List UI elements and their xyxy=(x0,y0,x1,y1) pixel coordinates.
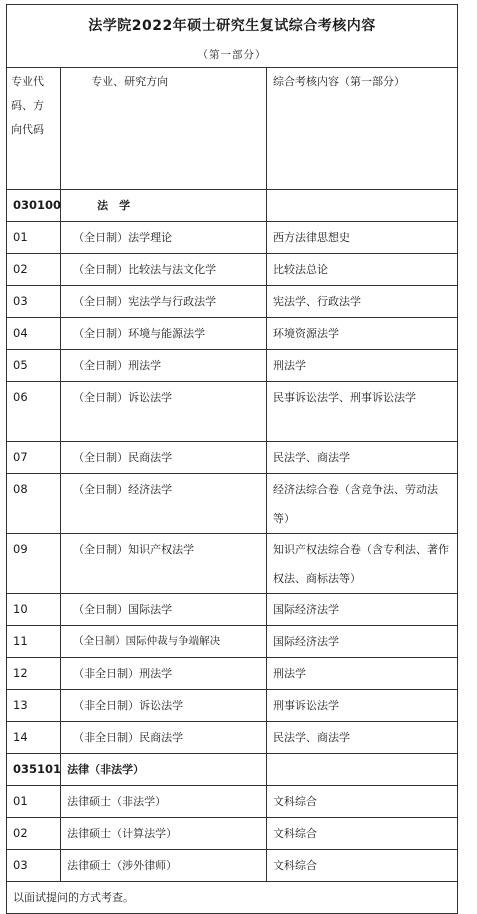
table-row xyxy=(7,818,458,850)
row-direction: （非全日制）诉讼法学 xyxy=(61,690,267,722)
row-exam: 国际经济法学 xyxy=(266,594,457,626)
section-exam-empty xyxy=(266,190,457,222)
row-direction: （全日制）民商法学 xyxy=(61,442,267,474)
document-title: 法学院2022年硕士研究生复试综合考核内容 xyxy=(88,18,376,34)
row-code: 03 xyxy=(7,286,61,318)
table-row xyxy=(7,722,458,754)
section-row xyxy=(7,190,458,222)
row-code: 11 xyxy=(7,626,61,658)
row-exam: 刑法学 xyxy=(266,350,457,382)
row-exam: 文科综合 xyxy=(266,818,457,850)
table-row xyxy=(7,318,458,350)
footer-note: 以面试提问的方式考查。 xyxy=(7,882,458,914)
row-direction: （全日制）法学理论 xyxy=(61,222,267,254)
table-row xyxy=(7,286,458,318)
table-row xyxy=(7,442,458,474)
header-direction-text: 专业、研究方向 xyxy=(91,75,169,88)
row-exam: 民事诉讼法学、刑事诉讼法学 xyxy=(266,382,457,442)
header-exam: 综合考核内容（第一部分） xyxy=(266,68,457,190)
row-exam: 知识产权法综合卷（含专利法、著作权法、商标法等） xyxy=(266,534,457,594)
row-direction: 法律硕士（计算法学） xyxy=(61,818,267,850)
title-row xyxy=(7,5,458,68)
row-exam: 宪法学、行政法学 xyxy=(266,286,457,318)
table-row xyxy=(7,534,458,594)
row-direction: （全日制）国际仲裁与争端解决 xyxy=(61,626,267,658)
row-code: 14 xyxy=(7,722,61,754)
section-name: 法律（非法学） xyxy=(61,754,267,786)
row-direction: 法律硕士（涉外律师） xyxy=(61,850,267,882)
table-row xyxy=(7,594,458,626)
row-direction: （全日制）经济法学 xyxy=(61,474,267,534)
row-code: 09 xyxy=(7,534,61,594)
title-cell xyxy=(7,5,458,68)
section-exam-empty xyxy=(266,754,457,786)
row-code: 06 xyxy=(7,382,61,442)
table-row xyxy=(7,786,458,818)
section-row xyxy=(7,754,458,786)
row-code: 03 xyxy=(7,850,61,882)
table-row xyxy=(7,222,458,254)
row-exam: 比较法总论 xyxy=(266,254,457,286)
document-page xyxy=(6,4,458,914)
row-exam: 民法学、商法学 xyxy=(266,442,457,474)
row-code: 02 xyxy=(7,818,61,850)
row-exam: 民法学、商法学 xyxy=(266,722,457,754)
row-direction: （全日制）诉讼法学 xyxy=(61,382,267,442)
table-row xyxy=(7,626,458,658)
row-exam: 刑法学 xyxy=(266,658,457,690)
row-code: 02 xyxy=(7,254,61,286)
section-name xyxy=(61,190,267,222)
row-direction: （全日制）刑法学 xyxy=(61,350,267,382)
table-row xyxy=(7,474,458,534)
exam-content-table xyxy=(6,4,458,914)
row-code: 04 xyxy=(7,318,61,350)
header-row xyxy=(7,68,458,190)
row-exam: 环境资源法学 xyxy=(266,318,457,350)
row-code: 13 xyxy=(7,690,61,722)
section-code: 030100 xyxy=(7,190,61,222)
row-exam: 经济法综合卷（含竞争法、劳动法等） xyxy=(266,474,457,534)
row-code: 08 xyxy=(7,474,61,534)
row-exam: 刑事诉讼法学 xyxy=(266,690,457,722)
table-row xyxy=(7,382,458,442)
row-direction: （全日制）环境与能源法学 xyxy=(61,318,267,350)
footer-row xyxy=(7,882,458,914)
row-exam: 西方法律思想史 xyxy=(266,222,457,254)
row-exam: 文科综合 xyxy=(266,850,457,882)
table-row xyxy=(7,350,458,382)
document-subtitle: （第一部分） xyxy=(197,49,267,61)
row-direction: （全日制）国际法学 xyxy=(61,594,267,626)
row-code: 05 xyxy=(7,350,61,382)
table-row xyxy=(7,850,458,882)
row-exam: 国际经济法学 xyxy=(266,626,457,658)
header-direction xyxy=(61,68,267,190)
table-row xyxy=(7,690,458,722)
row-direction: （全日制）宪法学与行政法学 xyxy=(61,286,267,318)
row-direction: 法律硕士（非法学） xyxy=(61,786,267,818)
row-direction: （非全日制）民商法学 xyxy=(61,722,267,754)
table-row xyxy=(7,658,458,690)
row-code: 07 xyxy=(7,442,61,474)
row-code: 01 xyxy=(7,222,61,254)
row-exam: 文科综合 xyxy=(266,786,457,818)
header-code: 专业代码、方向代码 xyxy=(7,68,61,190)
row-direction: （非全日制）刑法学 xyxy=(61,658,267,690)
row-code: 10 xyxy=(7,594,61,626)
section-code: 035101 xyxy=(7,754,61,786)
row-direction: （全日制）知识产权法学 xyxy=(61,534,267,594)
row-code: 01 xyxy=(7,786,61,818)
row-direction: （全日制）比较法与法文化学 xyxy=(61,254,267,286)
section-name-text: 法 学 xyxy=(97,199,131,212)
row-code: 12 xyxy=(7,658,61,690)
table-row xyxy=(7,254,458,286)
